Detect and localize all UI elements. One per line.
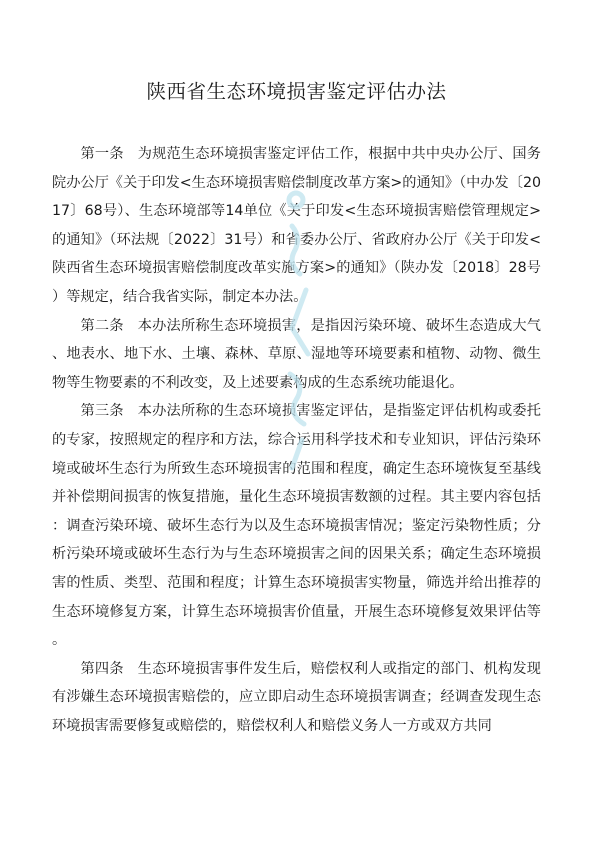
article-number: 第三条 — [80, 403, 124, 420]
article-3 — [52, 397, 541, 654]
article-1 — [52, 140, 541, 312]
article-text: 本办法所称的生态环境损害鉴定评估，是指鉴定评估机构或委托的专家，按照规定的程序和方法，综合运用科学技术和专业知识，评估污染环境或破坏生态行为所致生态环境损害的范围和程度，确定生态环境恢复至基线并补偿期间损害的恢复措施，量化生态环境损害数额的过程。其主要内容包括：调查污染环境、破坏生态行为以及生态环境损害情况；鉴定污染物性质；分析污染环境或破坏生态行为与生态环境损害之间的因果关系；确定生态环境损害的性质、类型、范围和程度；计算生态环境损害实物量，筛选并给出推荐的生态环境修复方案，计算生态环境损害价值量，开展生态环境修复效果评估等。 — [52, 403, 541, 649]
article-2 — [52, 312, 541, 398]
article-number: 第四条 — [80, 660, 124, 677]
article-list — [52, 140, 541, 740]
document-title: 陕西省生态环境损害鉴定评估办法 — [146, 80, 447, 103]
article-text: 生态环境损害事件发生后，赔偿权利人或指定的部门、机构发现有涉嫌生态环境损害赔偿的，应立即启动生态环境损害调查；经调查发现生态环境损害需要修复或赔偿的，赔偿权利人和赔偿义务人一方或双方共同 — [52, 660, 541, 734]
article-number: 第二条 — [80, 317, 124, 334]
article-text: 本办法所称生态环境损害，是指因污染环境、破坏生态造成大气、地表水、地下水、土壤、森林、草原、湿地等环境要素和植物、动物、微生物等生物要素的不利改变，及上述要素构成的生态系统功能退化。 — [52, 317, 541, 391]
article-text: 为规范生态环境损害鉴定评估工作，根据中共中央办公厅、国务院办公厅《关于印发<生态环境损害赔偿制度改革方案>的通知》（中办发〔2017〕68号）、生态环境部等14单位《关于印发<生态环境损害赔偿管理规定>的通知》（环法规〔2022〕31号）和省委办公厅、省政府办公厅《关于印发<陕西省生态环境损害赔偿制度改革实施方案>的通知》（陕办发〔2018〕28号）等规定，结合我省实际，制定本办法。 — [52, 146, 541, 305]
article-4 — [52, 655, 541, 741]
article-number: 第一条 — [80, 146, 124, 162]
